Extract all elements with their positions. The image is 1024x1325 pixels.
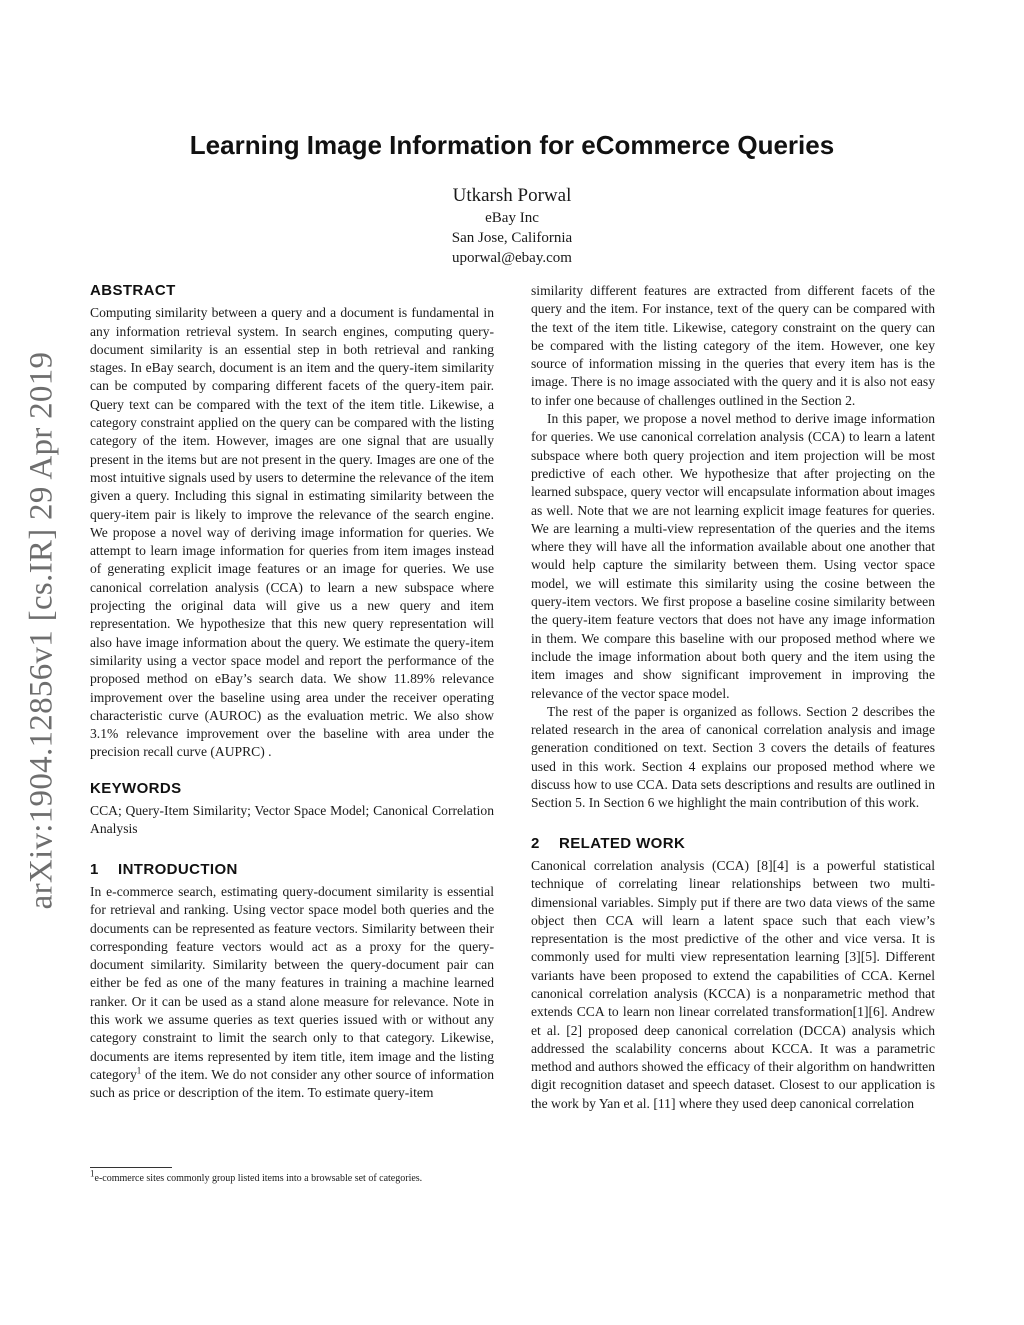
introduction-title: INTRODUCTION — [118, 860, 238, 878]
introduction-text-main: In e-commerce search, estimating query-document similarity is essential for retrieval and ranking. Using vector space model both queries and the documents can be represented as feature vectors. Similarity between their corresponding feature vectors would act as a proxy for the query-document similarity. Similarity between the query-document pair can either be fed as one of the many features in training a machine learned ranker. Or it can be used as a stand alone measure for relevance. Note in this work we assume queries as text queries issued with or without any category constraint to limit the search only to that category. Likewise, documents are items represented by item title, item image and the listing category — [90, 883, 494, 1082]
abstract-heading: ABSTRACT — [90, 282, 176, 299]
right-column — [531, 282, 935, 1113]
author-location: San Jose, California — [451, 230, 573, 246]
introduction-text-continued: of the item. We do not consider any other source of information such as price or description of the item. To estimate query-item — [90, 1066, 494, 1101]
arxiv-id-text: arXiv:1904.12856v1 [cs.IR] 29 Apr 2019 — [23, 351, 60, 909]
paper-title: Learning Image Information for eCommerce Queries — [189, 130, 835, 160]
introduction-number: 1 — [90, 860, 99, 878]
paper-organization-paragraph: The rest of the paper is organized as follows. Section 2 describes the related research in the area of canonical correlation analysis and image generation conditioned on text. Section 3 covers the details of features used in this work. Section 4 explains our proposed method where we discuss how to use CCA. Data sets descriptions and results are outlined in Section 5. In Section 6 we highlight the main contribution of this work. — [531, 703, 935, 811]
footnote-reference: 1 — [136, 1065, 142, 1076]
related-work-number: 2 — [531, 834, 540, 852]
footnote-divider — [90, 1167, 172, 1168]
related-work-text: Canonical correlation analysis (CCA) [8][4] is a powerful statistical technique of correlating linear relationships between two multi-dimensional variables. Simply put if there are two data views of the same object then CCA will learn a latent space such that each view’s representation is the most predictive of the other and vice versa. It is commonly used for multi view representation learning [3][5]. Different variants have been proposed to extend the capabilities of CCA. Kernel canonical correlation analysis (KCCA) is a nonparametric method that extends CCA to learn non linear correlated transformation[1][6]. Andrew et al. [2] proposed deep canonical correlation (DCCA) analysis which addressed the scalability concerns about KCCA. It was a parametric method and authors showed the efficacy of their algorithm on handwritten digit recognition dataset and speech dataset. Closest to our application is the work by Yan et al. [11] where they used deep canonical correlation — [531, 857, 935, 1111]
abstract-text: Computing similarity between a query and a document is fundamental in any information retrieval system. In search engines, computing query-document similarity is an essential step in both retrieval and ranking stages. In eBay search, document is an item and the query-item similarity can be computed by comparing different facets of the query-item pair. Query text can be compared with the text of the item title. Likewise, a category constraint applied on the query can be compared with the listing category of the item. However, images are one signal that are usually present in the items but are not present in the query. Images are one of the most intuitive signals used by users to determine the relevance of the item given a query. Including this signal in estimating similarity between the query-item pair is likely to improve the relevance of the search engine. We propose a novel way of deriving image information for queries. We attempt to learn image information for queries from item images instead of generating explicit image features or an image for queries. We use canonical correlation analysis (CCA) to learn a new subspace where projecting the original data will give us a new query and item representation. We hypothesize that this new query representation will also have image information about the query. We estimate the query-item similarity using a vector space model and report the performance of the proposed method on eBay’s search data. We show 11.89% relevance improvement over the baseline using area under the receiver operating characteristic curve (AUROC) as the evaluation metric. We also show 3.1% relevance improvement over the baseline with area under the precision recall curve (AUPRC) . — [90, 305, 494, 760]
related-work-title: RELATED WORK — [559, 834, 686, 852]
footnote-mark: 1 — [90, 1168, 95, 1179]
author-affiliation: eBay Inc — [485, 210, 539, 226]
left-column — [90, 282, 494, 1102]
author-name: Utkarsh Porwal — [452, 185, 572, 206]
author-block — [262, 184, 762, 268]
author-email: uporwal@ebay.com — [452, 250, 572, 266]
footnote-text: e-commerce sites commonly group listed items into a browsable set of categories. — [94, 1173, 423, 1184]
introduction-heading — [90, 861, 494, 879]
proposed-method-paragraph: In this paper, we propose a novel method to derive image information for queries. We use canonical correlation analysis (CCA) to learn a latent subspace where both query projection and item projection will be most predictive of each other. We hypothesize that after projecting on the learned subspace, query vector will encapsulate information about images as well. Note that we are not learning explicit image features for queries. We are learning a multi-view representation of the queries and the items where they will have all the information available about one another that would help capture the similarity between them. Using vector space model, we will estimate this similarity using the cosine between the query-item vectors. We first propose a baseline cosine similarity between the query-item feature vectors that does not have any image information in them. We compare this baseline with our proposed method where we include the image information about both query and the item using the item images and show significant improvement in improving the relevance of the vector space model. — [531, 411, 935, 701]
intro-continuation-paragraph: similarity different features are extracted from different facets of the query and the item. For instance, text of the query can be compared with the text of the item title. Likewise, category constraint on the query can be compared with the listing category of the item. However, one key source of information missing in the queries that every item has is the image. There is no image associated with the query and it is also not easy to infer one because of challenges outlined in the Section 2. — [531, 283, 935, 408]
arxiv-identifier — [22, 300, 62, 960]
related-work-heading — [531, 835, 935, 853]
introduction-text — [90, 883, 494, 1103]
keywords-text: CCA; Query-Item Similarity; Vector Space Model; Canonical Correlation Analysis — [90, 803, 494, 837]
keywords-heading: KEYWORDS — [90, 779, 182, 797]
footnote — [90, 1168, 494, 1185]
